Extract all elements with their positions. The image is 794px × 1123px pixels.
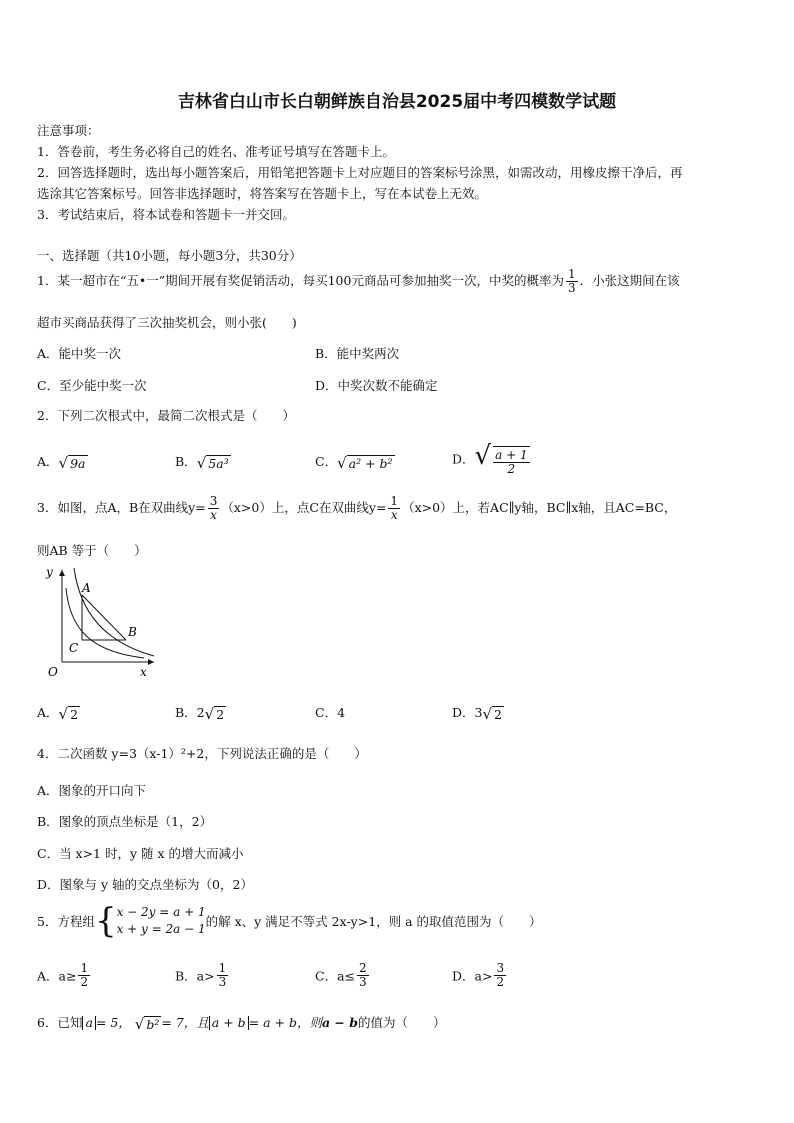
note-item: 3．考试结束后，将本试卷和答题卡一并交回。 xyxy=(37,207,295,222)
option-label: B．a> xyxy=(175,968,215,984)
q1-probability-fraction xyxy=(566,268,578,295)
sqrt-expression: √ 9a xyxy=(58,453,86,472)
fraction-denominator: 3 xyxy=(359,975,367,989)
system-brace: { xyxy=(94,901,117,941)
fraction-denominator: x xyxy=(210,508,217,522)
q4-option-a[interactable]: A．图象的开口向下 xyxy=(37,783,147,798)
q3-text-a: 3．如图，点A，B在双曲线y= xyxy=(37,500,206,515)
option-label: B．2 xyxy=(175,705,205,720)
question-1-stem xyxy=(37,268,680,295)
q5-text-b: 的解 x、y 满足不等式 2x-y>1，则 a 的取值范围为（ ） xyxy=(205,914,542,929)
equation-system xyxy=(117,904,206,938)
option-fraction xyxy=(217,962,229,989)
origin-label: O xyxy=(48,665,58,679)
q1-text-b: ．小张这期间在该 xyxy=(579,273,680,288)
fraction-numerator: 3 xyxy=(496,961,505,975)
q1-text-a: 1．某一超市在“五•一”期间开展有奖促销活动，每买100元商品可参加抽奖一次，中奖的概率为 xyxy=(37,273,564,288)
sqrt-expression: √ 2 xyxy=(482,704,502,723)
x-axis-label: x xyxy=(140,665,147,679)
q4-option-d[interactable]: D．图象与 y 轴的交点坐标为（0，2） xyxy=(37,877,253,892)
note-item: 2．回答选择题时，选出每小题答案后，用铅笔把答题卡上对应题目的答案标号涂黑，如需改动，用橡皮擦干净后，再 xyxy=(37,165,683,180)
option-label: A． xyxy=(37,454,59,469)
equation-2: x + y = 2a − 1 xyxy=(116,922,206,936)
radicand-fraction xyxy=(493,446,529,476)
question-6-stem xyxy=(37,1013,446,1033)
q6-eq-a: = 5， xyxy=(95,1015,131,1030)
equation-1: x − 2y = a + 1 xyxy=(116,905,206,919)
sqrt-expression: √ 5a³ xyxy=(196,453,229,472)
q6-eq-b: = 7，且 xyxy=(161,1015,209,1030)
y-axis-label: y xyxy=(46,565,53,579)
fraction-numerator: 2 xyxy=(359,961,367,975)
q4-option-c[interactable]: C．当 x>1 时，y 随 x 的增大而减小 xyxy=(37,846,244,861)
page-title: 吉林省白山市长白朝鲜族自治县2025届中考四模数学试题 xyxy=(177,92,617,112)
fraction-denominator: 3 xyxy=(218,975,227,989)
note-item: 1．答卷前，考生务必将自己的姓名、准考证号填写在答题卡上。 xyxy=(37,144,395,159)
fraction-numerator: 1 xyxy=(390,494,399,508)
option-label: D．a> xyxy=(452,968,493,984)
question-5-stem xyxy=(37,901,542,941)
radicand: b² xyxy=(146,1016,160,1032)
fraction-denominator: 3 xyxy=(567,281,576,295)
notes-heading: 注意事项： xyxy=(37,123,100,138)
y-axis-arrow xyxy=(59,570,65,576)
point-c-label: C xyxy=(69,641,79,655)
segment-ab xyxy=(82,595,126,640)
section-heading: 一、选择题（共10小题，每小题3分，共30分） xyxy=(37,248,302,263)
hyperbola-3-over-x xyxy=(208,495,220,522)
fraction-denominator: 2 xyxy=(80,975,89,989)
option-fraction xyxy=(357,962,369,989)
fraction-denominator: x xyxy=(390,508,398,522)
option-label: A．a≥ xyxy=(37,968,77,984)
sqrt-b-squared: √ b² xyxy=(134,1014,160,1033)
q3-text-b: （x>0）上，点C在双曲线y= xyxy=(221,500,387,515)
q1-option-c[interactable]: C．至少能中奖一次 xyxy=(37,378,147,393)
fraction-numerator: a + 1 xyxy=(495,447,528,462)
option-label: B． xyxy=(175,454,197,469)
fraction-numerator: 1 xyxy=(80,961,89,975)
q6-tail: 的值为（ ） xyxy=(358,1015,446,1030)
fraction-denominator: 2 xyxy=(507,461,516,476)
fraction-numerator: 1 xyxy=(218,961,227,975)
question-2-stem: 2．下列二次根式中，最简二次根式是（ ） xyxy=(37,408,295,423)
fraction-numerator: 1 xyxy=(567,267,576,281)
q4-option-b[interactable]: B．图象的顶点坐标是（1，2） xyxy=(37,814,213,829)
radicand: a² + b² xyxy=(348,455,393,471)
sqrt-expression: √ a² + b² xyxy=(337,453,393,472)
radicand: 2 xyxy=(494,706,502,722)
radicand: 2 xyxy=(70,706,79,722)
q5-option-c[interactable] xyxy=(315,962,371,989)
q5-label: 5．方程组 xyxy=(37,914,95,929)
radicand: 9a xyxy=(70,455,86,471)
q3-option-a[interactable] xyxy=(37,703,80,723)
abs-a-plus-b: a + b xyxy=(209,1016,249,1030)
sqrt-expression: √ 2 xyxy=(58,704,79,723)
radicand: 5a³ xyxy=(208,455,229,471)
q6-expression: a − b xyxy=(321,1015,359,1030)
question-3-stem xyxy=(37,495,676,522)
option-label: C． xyxy=(315,454,338,469)
q1-option-a[interactable]: A．能中奖一次 xyxy=(37,346,122,361)
q1-option-b[interactable]: B．能中奖两次 xyxy=(315,346,400,361)
q2-option-b[interactable] xyxy=(175,452,231,472)
q2-option-d[interactable] xyxy=(452,441,532,476)
abs-a: a xyxy=(82,1016,95,1030)
q3-text-c: （x>0）上，若AC∥y轴，BC∥x轴，且AC=BC， xyxy=(402,500,677,515)
q3-option-d[interactable] xyxy=(452,703,504,723)
x-axis-arrow xyxy=(148,659,154,665)
q5-option-a[interactable] xyxy=(37,962,92,989)
option-label: D．3 xyxy=(452,705,483,720)
q2-option-a[interactable] xyxy=(37,452,88,472)
q5-option-d[interactable] xyxy=(452,962,508,989)
option-label: A． xyxy=(37,705,59,720)
fraction-denominator: 2 xyxy=(496,975,505,989)
question-3-stem-cont: 则AB 等于（ ） xyxy=(37,543,147,558)
option-fraction xyxy=(78,962,90,989)
q3-option-b[interactable] xyxy=(175,703,226,723)
q1-option-d[interactable]: D．中奖次数不能确定 xyxy=(315,378,438,393)
q3-option-c[interactable]: C．4 xyxy=(315,705,346,720)
sqrt-expression: √ $\frac{a + 1}{2}$ xyxy=(474,441,528,476)
hyperbola-graph xyxy=(34,562,164,682)
question-4-stem: 4．二次函数 y=3（x-1）²+2，下列说法正确的是（ ） xyxy=(37,746,367,761)
note-item: 选涂其它答案标号。回答非选择题时，将答案写在答题卡上，写在本试卷上无效。 xyxy=(37,186,488,201)
q6-eq-c: = a + b，则 xyxy=(248,1015,322,1030)
option-label: D． xyxy=(452,451,475,467)
radicand: 2 xyxy=(216,706,225,722)
sqrt-expression: √ 2 xyxy=(204,704,225,723)
point-b-label: B xyxy=(128,625,137,639)
question-1-stem-cont: 超市买商品获得了三次抽奖机会，则小张( ) xyxy=(37,315,297,330)
q5-option-b[interactable] xyxy=(175,962,230,989)
q2-option-c[interactable] xyxy=(315,452,395,472)
option-fraction xyxy=(494,962,506,989)
q6-label: 6．已知 xyxy=(37,1015,83,1030)
option-label: C．a≤ xyxy=(315,968,355,984)
fraction-numerator: 3 xyxy=(209,494,218,508)
hyperbola-1-over-x xyxy=(388,495,400,522)
point-a-label: A xyxy=(82,581,91,595)
